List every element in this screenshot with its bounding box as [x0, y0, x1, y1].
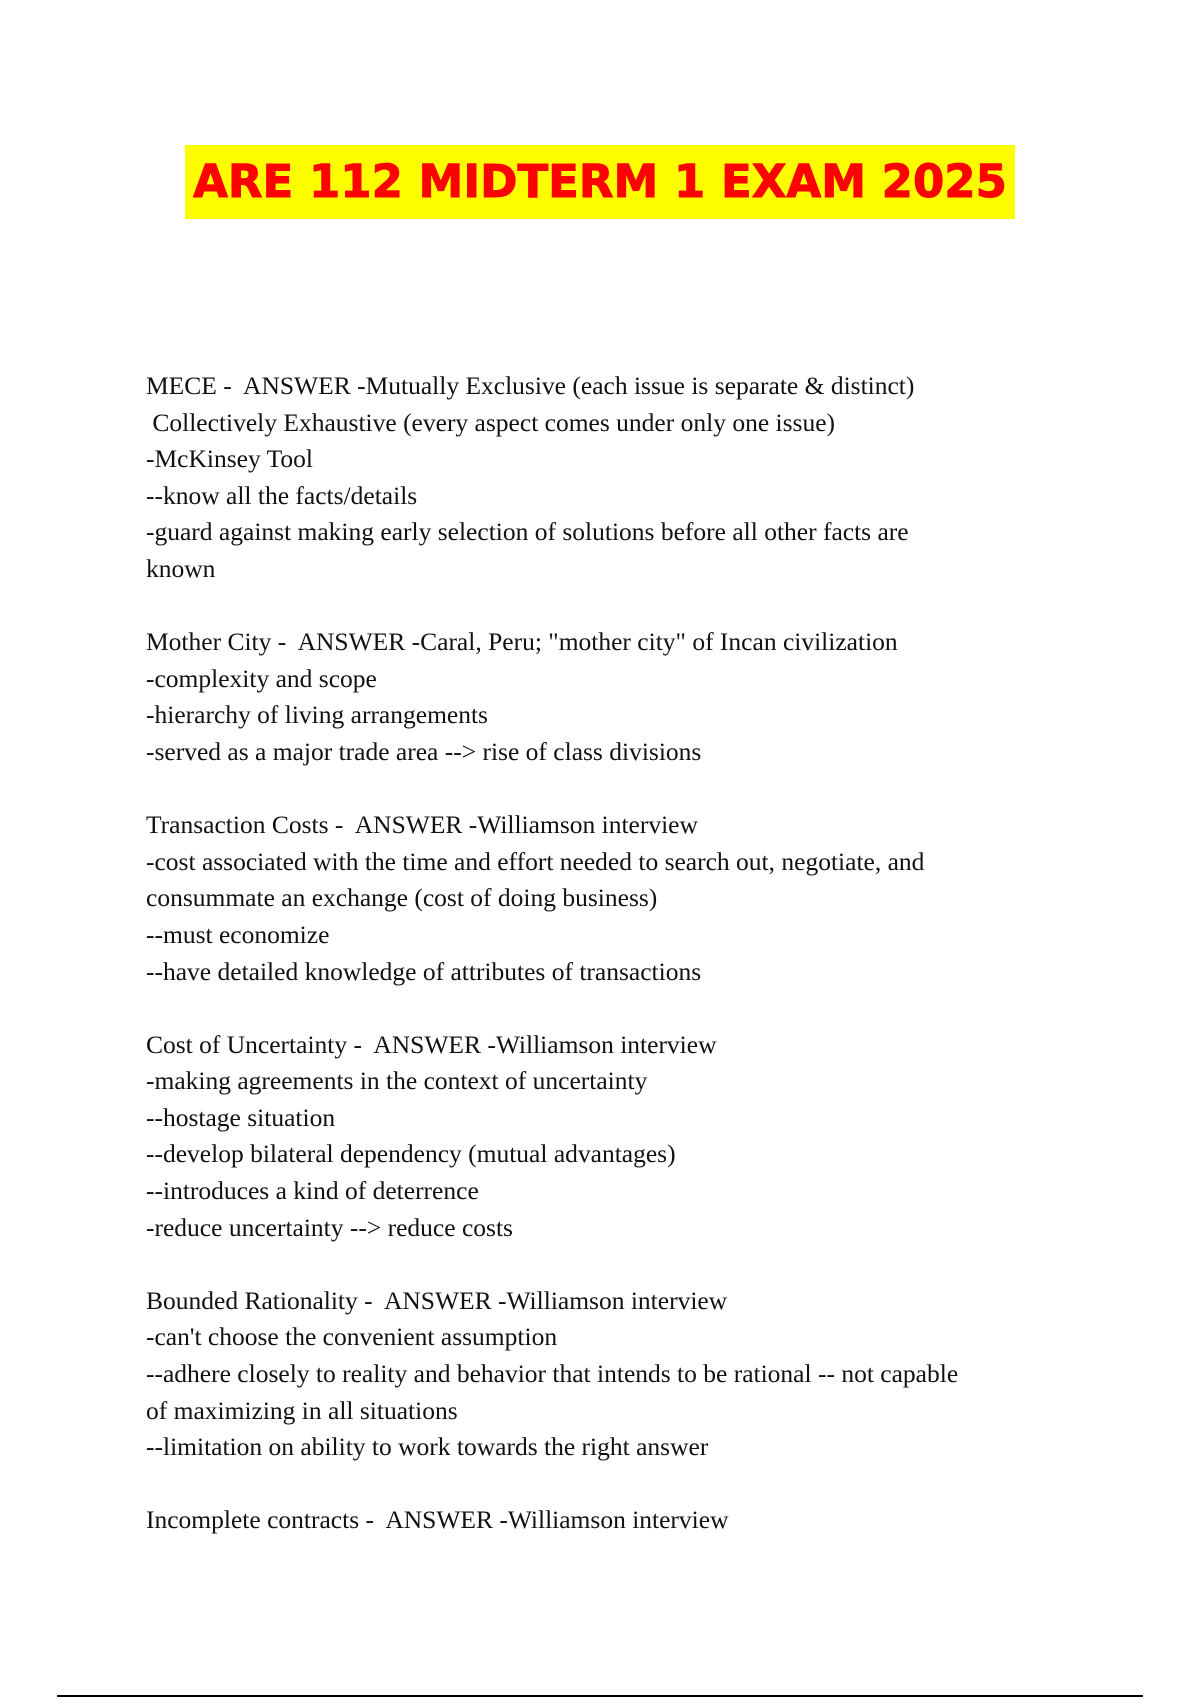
entry-cost-of-uncertainty: [146, 1027, 1076, 1247]
entry-mother-city: [146, 624, 1076, 770]
entry-line: --have detailed knowledge of attributes of transactions: [146, 956, 702, 986]
entry-transaction-costs: [146, 807, 1076, 990]
entry-line: -served as a major trade area --> rise of class divisions: [146, 736, 702, 766]
entry-line: -making agreements in the context of uncertainty: [146, 1066, 648, 1096]
entry-bounded-rationality: [146, 1283, 1076, 1466]
entry-line: --adhere closely to reality and behavior that intends to be rational -- not capable: [146, 1359, 959, 1389]
document-body: [146, 368, 1076, 1576]
entry-line: Bounded Rationality - ANSWER -Williamson interview: [146, 1285, 728, 1315]
entry-line: --develop bilateral dependency (mutual advantages): [146, 1139, 676, 1169]
entry-line: Transaction Costs - ANSWER -Williamson interview: [146, 810, 698, 840]
entry-line: Mother City - ANSWER -Caral, Peru; "mother city" of Incan civilization: [146, 627, 898, 657]
entry-line: --introduces a kind of deterrence: [146, 1176, 479, 1206]
entry-line: -guard against making early selection of solutions before all other facts are: [146, 517, 909, 547]
entry-line: --know all the facts/details: [146, 480, 418, 510]
entry-line: --hostage situation: [146, 1102, 336, 1132]
entry-line: consummate an exchange (cost of doing business): [146, 883, 658, 913]
page-bottom-rule: [57, 1695, 1143, 1697]
entry-line: Collectively Exhaustive (every aspect comes under only one issue): [146, 407, 835, 437]
entry-line: -hierarchy of living arrangements: [146, 700, 488, 730]
entry-incomplete-contracts: [146, 1502, 1076, 1539]
document-title: ARE 112 MIDTERM 1 EXAM 2025: [185, 145, 1015, 219]
entry-line: --limitation on ability to work towards the right answer: [146, 1432, 709, 1462]
entry-line: of maximizing in all situations: [146, 1395, 458, 1425]
entry-line: -cost associated with the time and effort needed to search out, negotiate, and: [146, 846, 925, 876]
entry-line: Cost of Uncertainty - ANSWER -Williamson interview: [146, 1029, 717, 1059]
entry-line: MECE - ANSWER -Mutually Exclusive (each issue is separate & distinct): [146, 371, 915, 400]
entry-line: known: [146, 553, 216, 583]
entry-line: -reduce uncertainty --> reduce costs: [146, 1212, 513, 1242]
entry-mece: [146, 368, 1076, 588]
entry-line: -McKinsey Tool: [146, 444, 314, 474]
title-container: [0, 145, 1200, 219]
entry-line: -complexity and scope: [146, 663, 377, 693]
entry-line: --must economize: [146, 919, 330, 949]
entry-line: Incomplete contracts - ANSWER -Williamson interview: [146, 1505, 729, 1535]
entry-line: -can't choose the convenient assumption: [146, 1322, 558, 1352]
